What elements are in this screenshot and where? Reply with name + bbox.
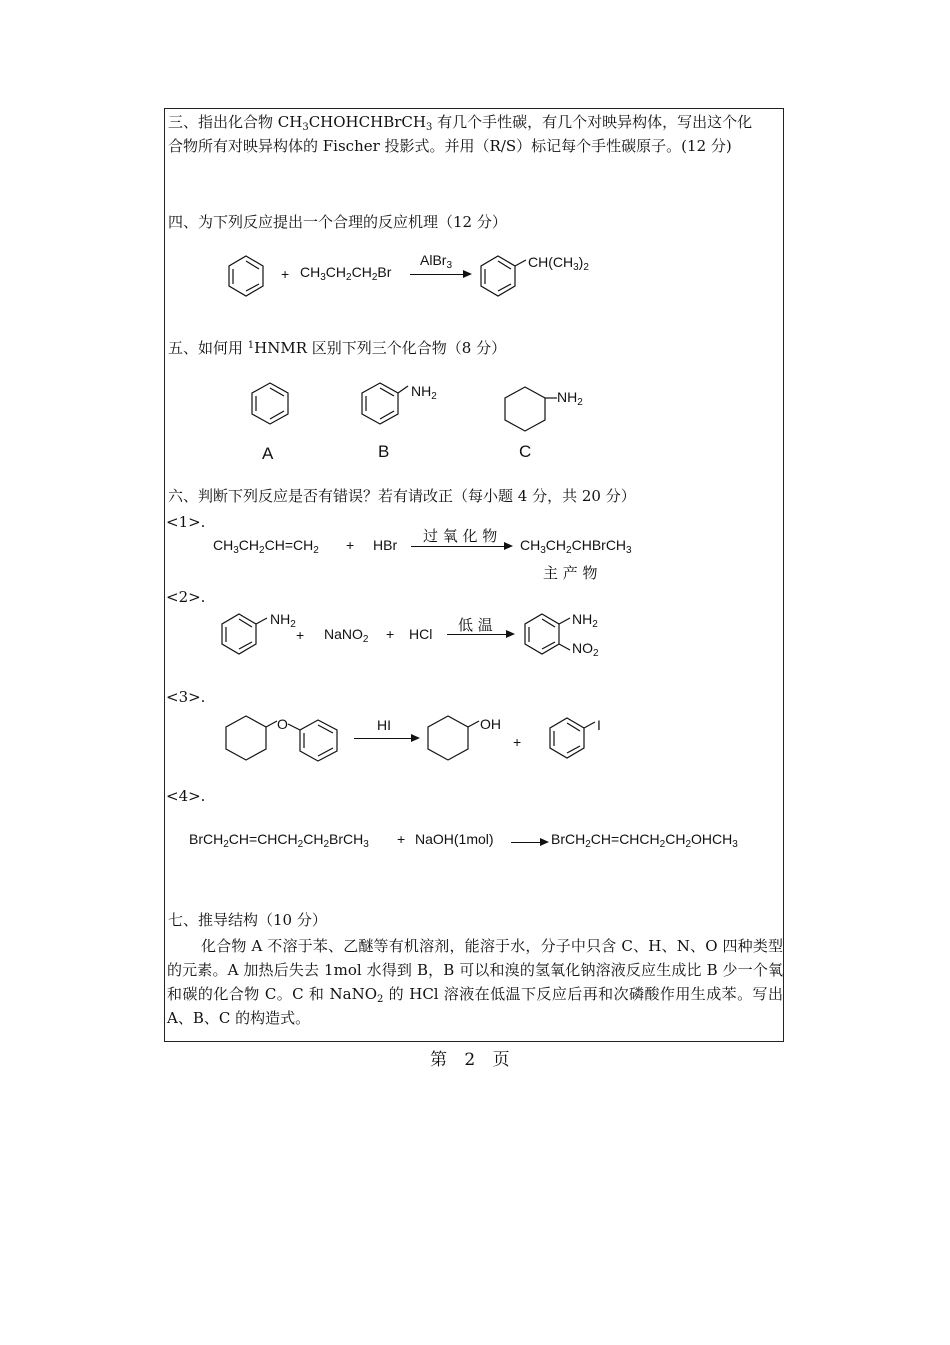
benzene-compound-a [252,383,292,425]
aniline-compound-b [362,383,402,425]
q6-r4-naoh: NaOH(1mol) [415,831,494,847]
cyclohexyl-ring-q6-r3 [226,716,266,760]
q7-body: 化合物 A 不溶于苯、乙醚等有机溶剂，能溶于水，分子中只含 C、H、N、O 四种类型的元素。A 加热后失去 1mol 水得到 B，B 可以和溴的氢氧化钠溶液反应生成比 B 少一个氧和碳的化合物 C。C 和 NaNO$_2$ 的 HCl 溶液在低温下反应后再和次磷酸作用生成苯。写出 A、B、C 的构造式。 [167,937,784,1027]
q6-r2-condition: 低 温 [458,616,493,634]
q4-catalyst: AlBr$_3$ [420,252,453,271]
q6-r3-ether-oxygen: O [277,716,288,732]
question-frame [164,108,784,1042]
q6-r3-arrow [354,738,418,739]
page-number: 第 2 页 [430,1050,510,1070]
compound-c-nh2: $NH_2$ [557,389,583,408]
q6-r1-major-product-note: 主 产 物 [543,564,598,582]
q6-r4-plus: + [397,831,406,847]
q6-r3-reagent: HI [377,717,391,733]
q6-r2-plus2: + [386,626,395,642]
q6-r4-tag: <4>. [166,787,206,805]
q6-r3-plus: + [513,734,522,750]
compound-b-nh2: $NH_2$ [411,383,437,402]
label-compound-b: B [378,442,390,461]
q6-r1-reactant: $CH_3CH_2CH=CH_2$ [213,537,319,556]
q6-r2-arrow [447,634,513,635]
q6-r1-plus: + [346,537,355,553]
aniline-q6-r2-reactant [221,614,261,654]
label-compound-c: C [519,442,532,461]
benzene-ring-q4-product [480,256,520,296]
q6-r4-arrow [511,842,547,843]
q4-heading: 四、为下列反应提出一个合理的反应机理（12 分） [168,213,507,231]
q6-r4-product: $BrCH_2CH=CHCH_2CH_2OHCH_3$ [551,831,738,850]
q6-r1-arrow [411,546,511,547]
q6-heading: 六、判断下列反应是否有错误？若有请改正（每小题 4 分，共 20 分） [168,487,636,505]
q6-r2-tag: <2>. [166,588,206,606]
q6-r1-tag: <1>. [166,513,206,531]
benzene-ring-q4-reactant [228,256,268,296]
cyclohexylamine-compound-c [505,387,547,431]
q4-plus: + [281,266,290,282]
q6-r1-product: $CH_3CH_2CHBrCH_3$ [520,537,632,556]
q3-line1: 三、指出化合物 $CH_3CHOHCHBrCH_3$ 有几个手性碳，有几个对映异构体，写出这个化 [168,113,753,133]
q6-r1-reagent: HBr [373,537,398,553]
cyclohexanol-q6-r3-product [428,716,468,760]
q3-line2: 合物所有对映异构体的 Fischer 投影式。并用（R/S）标记每个手性碳原子。(12 分) [168,137,732,155]
q6-r2-hcl: HCl [409,626,433,642]
q7-heading: 七、推导结构（10 分） [168,911,327,929]
phenyl-ring-q6-r3 [288,710,344,754]
q6-r3-iodine: I [597,717,601,733]
q5-heading: 五、如何用 $^1$HNMR 区别下列三个化合物（8 分） [168,339,507,357]
label-compound-a: A [262,444,274,463]
q6-r2-product-no2: $NO_2$ [572,640,599,659]
q6-r2-plus1: + [296,627,305,643]
nitroaniline-q6-r2-product [524,614,564,654]
q6-r3-tag: <3>. [166,688,206,706]
q6-r1-condition: 过 氧 化 物 [423,527,498,545]
q6-r2-nh2: $NH_2$ [270,611,296,630]
q4-reagent: $CH_3CH_2CH_2Br$ [300,264,392,283]
q4-reaction-arrow [410,274,470,275]
q6-r3-oh: OH [480,716,501,732]
q6-r2-nano2: NaNO$_2$ [324,626,369,645]
q6-r4-reactant: $BrCH_2CH=CHCH_2CH_2BrCH_3$ [189,831,369,850]
q6-r2-product-nh2: $NH_2$ [572,611,598,630]
iodobenzene-q6-r3-product [549,718,589,758]
q4-product-substituent: $CH(CH_3)_2$ [528,254,589,273]
